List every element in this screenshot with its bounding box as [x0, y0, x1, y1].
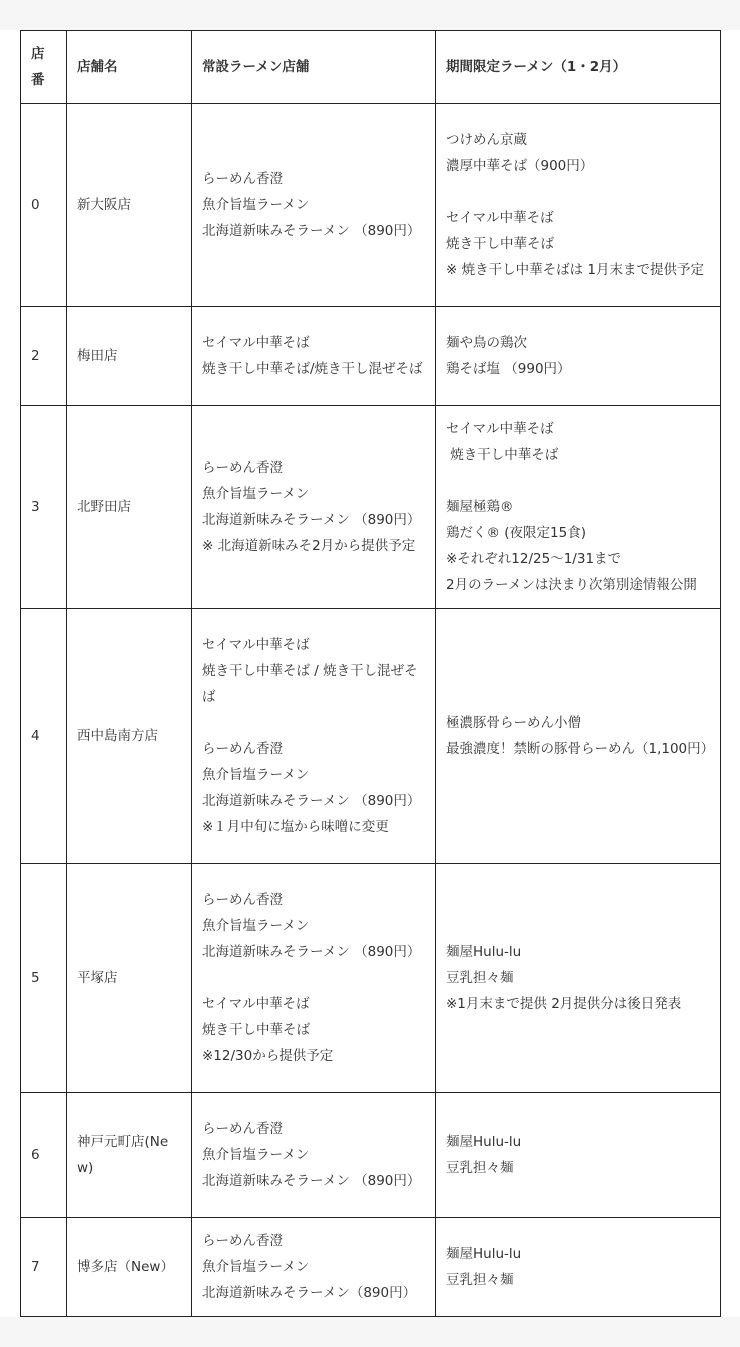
cell-line: 魚介旨塩ラーメン — [202, 918, 310, 934]
cell-line — [446, 179, 710, 205]
table-row — [21, 609, 721, 864]
header-shop-number: 店番 — [21, 31, 67, 104]
cell-line: 焼き干し中華そば — [202, 1022, 310, 1038]
limited-ramen — [436, 406, 721, 609]
cell-line: ※ 北海道新味みそ2月から提供予定 — [202, 538, 416, 554]
cell-line: 北海道新味みそラーメン （890円） — [202, 1173, 421, 1189]
cell-line: 麺や鳥の鶏次 — [446, 335, 527, 351]
shop-name: 神戸元町店(New) — [67, 1093, 192, 1218]
cell-line: 豆乳担々麺 — [446, 970, 514, 986]
cell-line: 豆乳担々麺 — [446, 1160, 514, 1176]
shop-name: 西中島南方店 — [67, 609, 192, 864]
cell-line: らーめん香澄 — [202, 741, 283, 757]
limited-ramen — [436, 1218, 721, 1317]
cell-line: 北海道新味みそラーメン （890円） — [202, 793, 421, 809]
top-margin — [0, 0, 740, 30]
cell-line: 魚介旨塩ラーメン — [202, 767, 310, 783]
shop-number: 7 — [21, 1218, 67, 1317]
table-row — [21, 104, 721, 307]
cell-line: 魚介旨塩ラーメン — [202, 486, 310, 502]
cell-line: 麺屋Hulu-lu — [446, 1246, 522, 1262]
cell-line: 最強濃度！禁断の豚骨らーめん（1,100円） — [446, 741, 715, 757]
cell-line: ※12/30から提供予定 — [202, 1048, 334, 1064]
cell-line: 北海道新味みそラーメン （890円） — [202, 512, 421, 528]
cell-line: らーめん香澄 — [202, 892, 283, 908]
shop-number: 6 — [21, 1093, 67, 1218]
shop-name: 博多店（New） — [67, 1218, 192, 1317]
header-limited-ramen: 期間限定ラーメン（1・2月） — [436, 31, 721, 104]
cell-line: 鶏そば塩 （990円） — [446, 361, 571, 377]
permanent-ramen — [192, 1093, 436, 1218]
cell-line: 焼き干し中華そば — [446, 236, 554, 252]
cell-line: らーめん香澄 — [202, 171, 283, 187]
shop-name: 北野田店 — [67, 406, 192, 609]
cell-line: 魚介旨塩ラーメン — [202, 197, 310, 213]
cell-line: セイマル中華そば — [446, 421, 554, 437]
cell-line: 焼き干し中華そば — [446, 447, 559, 463]
table-header-row — [21, 31, 721, 104]
table-row — [21, 1093, 721, 1218]
cell-line: セイマル中華そば — [202, 637, 310, 653]
permanent-ramen — [192, 609, 436, 864]
cell-line: らーめん香澄 — [202, 1121, 283, 1137]
shop-number: 2 — [21, 307, 67, 406]
cell-line: 焼き干し中華そば / 焼き干し混ぜそば — [202, 663, 418, 705]
cell-line: 魚介旨塩ラーメン — [202, 1147, 310, 1163]
cell-line: 濃厚中華そば（900円） — [446, 158, 594, 174]
shop-number: 5 — [21, 864, 67, 1093]
ramen-shop-table — [20, 30, 721, 1317]
cell-line: 鶏だく® (夜限定15食) — [446, 525, 587, 541]
cell-line: ※１月中旬に塩から味噌に変更 — [202, 819, 389, 835]
cell-line: セイマル中華そば — [202, 335, 310, 351]
cell-line — [202, 710, 425, 736]
cell-line: ※それぞれ12/25～1/31まで — [446, 551, 622, 567]
table-row — [21, 307, 721, 406]
permanent-ramen — [192, 864, 436, 1093]
cell-line: 北海道新味みそラーメン （890円） — [202, 944, 421, 960]
cell-line — [446, 468, 710, 494]
header-permanent-ramen: 常設ラーメン店舗 — [192, 31, 436, 104]
table-row — [21, 406, 721, 609]
permanent-ramen — [192, 1218, 436, 1317]
shop-name: 新大阪店 — [67, 104, 192, 307]
permanent-ramen — [192, 406, 436, 609]
cell-line: 麺屋極鶏® — [446, 499, 514, 515]
cell-line: セイマル中華そば — [202, 996, 310, 1012]
cell-line: ※ 焼き干し中華そばは 1月末まで提供予定 — [446, 262, 704, 278]
cell-line: 豆乳担々麺 — [446, 1272, 514, 1288]
bottom-margin — [0, 1317, 740, 1347]
shop-number: 4 — [21, 609, 67, 864]
limited-ramen — [436, 609, 721, 864]
cell-line: 麺屋Hulu-lu — [446, 1134, 522, 1150]
table-row — [21, 864, 721, 1093]
shop-number: 3 — [21, 406, 67, 609]
cell-line: 北海道新味みそラーメン（890円） — [202, 1285, 417, 1301]
limited-ramen — [436, 864, 721, 1093]
table-row — [21, 1218, 721, 1317]
cell-line: 2月のラーメンは決まり次第別途情報公開 — [446, 577, 697, 593]
shop-number: 0 — [21, 104, 67, 307]
cell-line: つけめん京蔵 — [446, 132, 527, 148]
cell-line: 焼き干し中華そば/焼き干し混ぜそば — [202, 361, 423, 377]
cell-line: ※1月末まで提供 2月提供分は後日発表 — [446, 996, 682, 1012]
cell-line: 北海道新味みそラーメン （890円） — [202, 223, 421, 239]
header-shop-name: 店舗名 — [67, 31, 192, 104]
cell-line: 魚介旨塩ラーメン — [202, 1259, 310, 1275]
shop-name: 平塚店 — [67, 864, 192, 1093]
cell-line: らーめん香澄 — [202, 1233, 283, 1249]
cell-line: 麺屋Hulu-lu — [446, 944, 522, 960]
cell-line: らーめん香澄 — [202, 460, 283, 476]
cell-line: セイマル中華そば — [446, 210, 554, 226]
permanent-ramen — [192, 104, 436, 307]
shop-name: 梅田店 — [67, 307, 192, 406]
table-body — [21, 104, 721, 1317]
cell-line: 極濃豚骨らーめん小僧 — [446, 715, 581, 731]
limited-ramen — [436, 1093, 721, 1218]
limited-ramen — [436, 307, 721, 406]
cell-line — [202, 965, 425, 991]
permanent-ramen — [192, 307, 436, 406]
limited-ramen — [436, 104, 721, 307]
